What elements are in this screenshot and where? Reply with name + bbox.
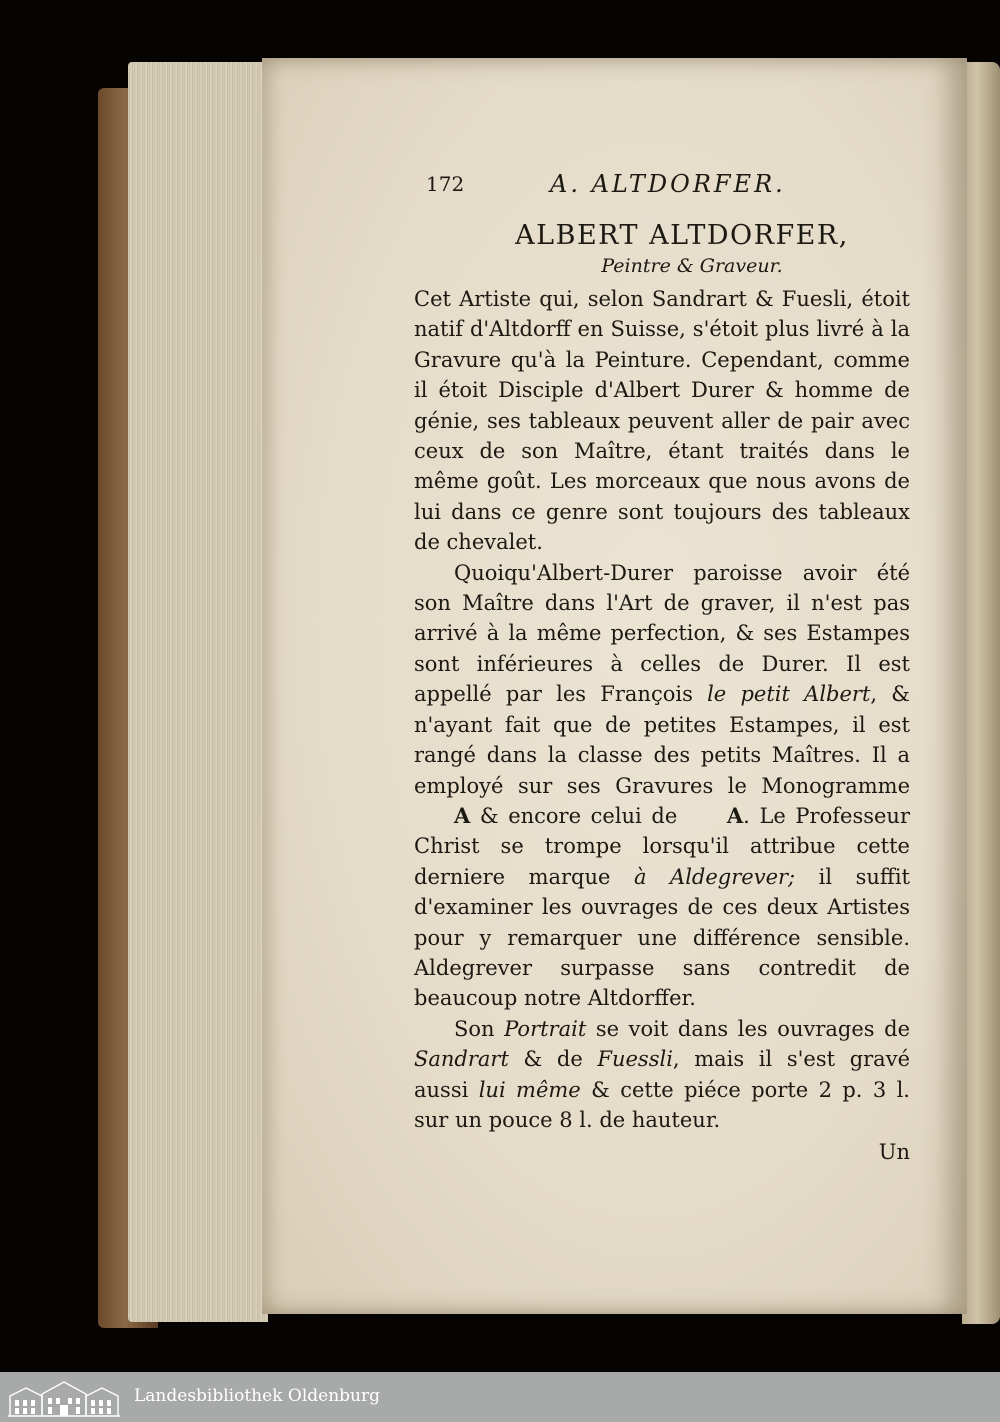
paragraph-3-text-e: & cette piéce porte 2 p. 3 l. sur un pouce 8 l. de hauteur. (414, 1077, 910, 1132)
paragraph-2-italic-a: le petit Albert (707, 682, 871, 707)
paragraph-3-italic-a: Portrait (504, 1016, 587, 1041)
paragraph-3-italic-c: Fuessli (597, 1047, 673, 1072)
page-block-edges (128, 62, 268, 1322)
library-building-icon (6, 1376, 122, 1418)
page-text (414, 168, 910, 1167)
entry-title: ALBERT ALTDORFER, (515, 220, 849, 251)
paragraph-3-italic-d: lui même (478, 1077, 581, 1102)
library-name: Landesbibliothek Oldenburg (134, 1386, 381, 1406)
paragraph-2-text-e: il suffit d'examiner les ouvrages de ces deux Artistes pour y remarquer une différence sensible. Aldegrever surpasse sans contredit de beaucoup notre Altdorffer. (414, 864, 910, 1011)
monogram-2: A (726, 802, 744, 828)
paragraph-2 (414, 558, 910, 1014)
paragraph-2-text-c: & encore celui de (470, 803, 687, 828)
facing-page-edge (962, 62, 1000, 1324)
paragraph-3-italic-b: Sandrart (414, 1047, 509, 1072)
page-number: 172 (426, 172, 465, 196)
paragraph-2-text-a: Quoiqu'Albert-Durer paroisse avoir été son Maître dans l'Art de graver, il n'est pas arrivé à la même perfection, & ses Estampes sont inférieures à celles de Durer. Il est appellé par les François (414, 560, 910, 707)
paragraph-2-italic-b: à Aldegrever; (633, 864, 796, 889)
paragraph-1: Cet Artiste qui, selon Sandrart & Fuesli, étoit natif d'Altdorff en Suisse, s'étoit plus livré à la Gravure qu'à la Peinture. Cependant, comme il étoit Disciple d'Albert Durer & homme de génie, ses tableaux peuvent aller de pair avec ceux de son Maître, étant traités dans le même goût. Les morceaux que nous avons de lui dans ce genre sont toujours des tableaux de chevalet. (414, 287, 910, 555)
paragraph-2-text-b: , & n'ayant fait que de petites Estampes, il est rangé dans la classe des petits Maîtres. Il a employé sur ses Gravures le Monogramme (414, 682, 910, 798)
paragraph-3-text-d: , mais il s'est gravé aussi (414, 1047, 910, 1102)
catchword: Un (878, 1140, 910, 1165)
footer-bar (0, 1372, 1000, 1422)
paragraph-3-text-a: Son (454, 1016, 505, 1041)
paragraph-3-text-b: se voit dans les ouvrages de (586, 1016, 910, 1041)
running-head-title: A. ALTDORFER. (550, 170, 786, 198)
monogram-1: A (454, 802, 471, 828)
entry-subtitle: Peintre & Graveur. (601, 255, 783, 277)
paragraph-3 (414, 1014, 910, 1136)
paragraph-3-text-c: & de (508, 1047, 598, 1072)
running-head (414, 168, 910, 202)
paragraph-2-text-d: . Le Professeur Christ se trompe lorsqu'il attribue cette derniere marque (414, 803, 910, 889)
